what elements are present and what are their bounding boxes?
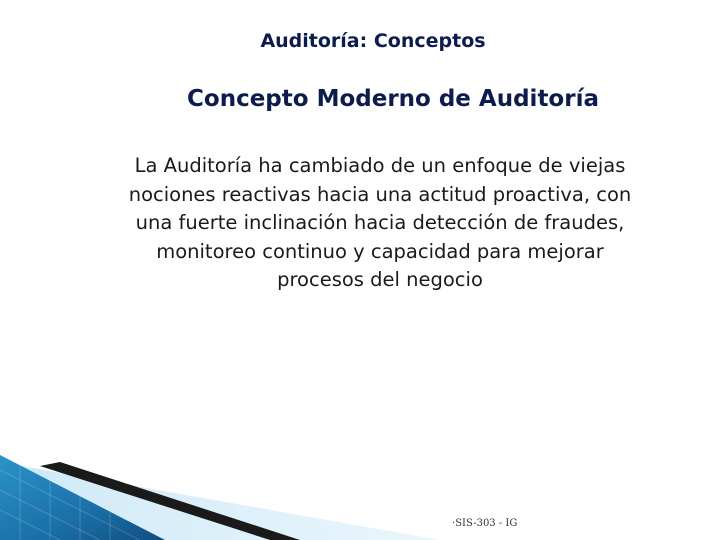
- header-title: Auditoría: Conceptos: [260, 30, 486, 52]
- footer-label: ·SIS-303 - IG: [452, 518, 518, 529]
- body-paragraph: La Auditoría ha cambiado de un enfoque de viejas nociones reactivas hacia una actitud proactiva, con una fuerte inclinación hacia detección de fraudes, monitoreo continuo y capacidad para mejorar procesos del negocio: [128, 154, 632, 291]
- slide-subtitle: Concepto Moderno de Auditoría: [187, 86, 599, 112]
- blue-wedge: [0, 455, 165, 540]
- footer-text: SIS-303 - IG: [455, 518, 518, 529]
- black-stripe: [40, 462, 300, 540]
- light-swoosh: [0, 462, 440, 540]
- grid-texture: [0, 465, 140, 540]
